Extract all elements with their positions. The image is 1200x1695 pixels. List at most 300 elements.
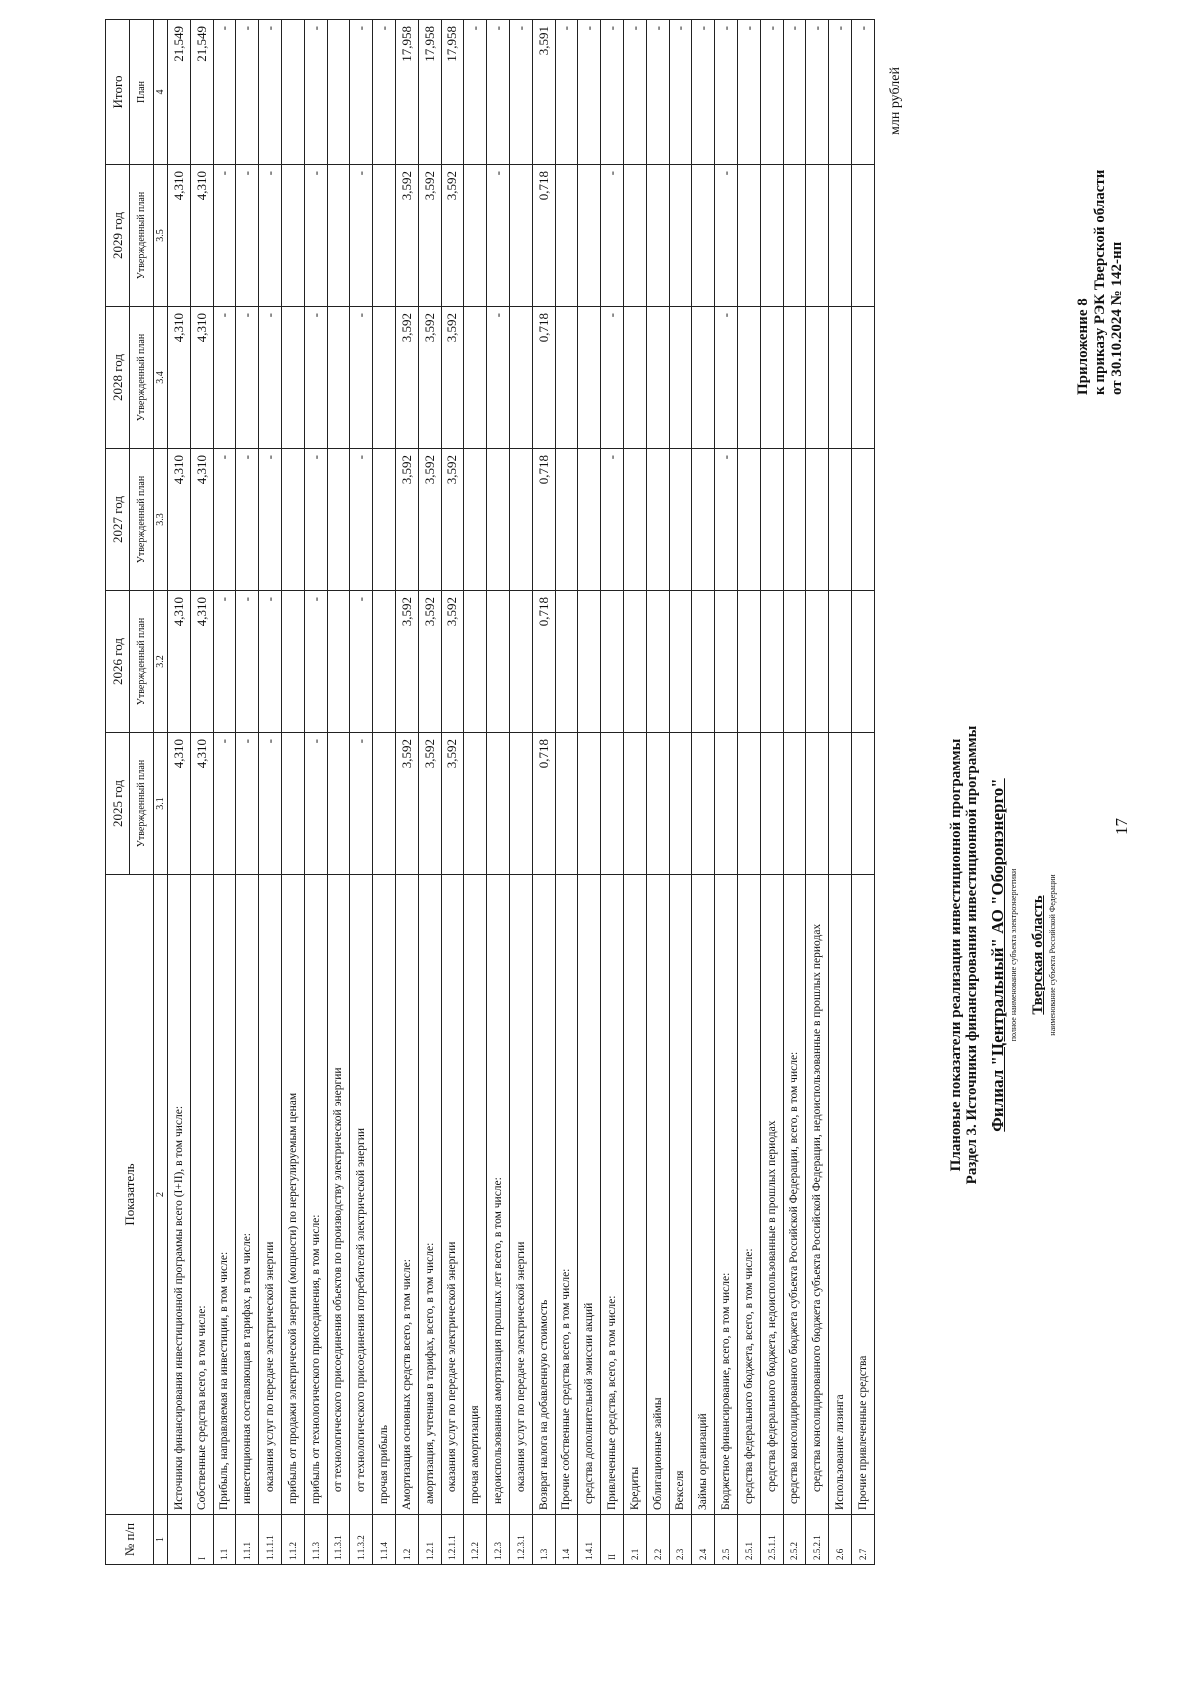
table-row [760,20,783,1565]
cell-value [737,591,760,733]
cell-value [281,449,304,591]
cell-value [623,449,646,591]
row-number: 1.2.2 [464,1515,487,1565]
table-row [737,20,760,1565]
cell-value [578,449,601,591]
cell-value: 3,592 [441,307,464,449]
row-number: II [601,1515,624,1565]
cell-value: 0,718 [532,591,555,733]
row-indicator: оказания услуг по передаче электрической энергии [509,875,532,1515]
cell-value: - [213,591,236,733]
cell-value: 4,310 [168,733,191,875]
row-indicator: Прочие привлеченные средства [851,875,874,1515]
cell-value [373,449,396,591]
cell-value: - [304,449,327,591]
row-indicator: от технологического присоединения потребителей электрической энергии [350,875,373,1515]
row-number: 1.1 [213,1515,236,1565]
row-number: 1.2.3.1 [509,1515,532,1565]
appendix-line-1: Приложение 8 [1075,298,1091,395]
cell-value: 3,592 [441,165,464,307]
cell-value [623,591,646,733]
cell-total: 17,958 [418,20,441,165]
row-number: 2.6 [829,1515,852,1565]
cell-value: - [236,733,259,875]
cell-total: 17,958 [441,20,464,165]
row-indicator: Амортизация основных средств всего, в том числе: [395,875,418,1515]
cell-total: - [851,20,874,165]
row-number: 2.1 [623,1515,646,1565]
cell-total: - [669,20,692,165]
cell-value: - [213,733,236,875]
cell-value [509,307,532,449]
table-row [601,20,624,1565]
cell-value: - [259,733,282,875]
colnum-3-2: 3.2 [154,591,168,733]
title-block [948,455,1057,1455]
cell-value: 4,310 [168,165,191,307]
cell-value [737,733,760,875]
cell-value [509,733,532,875]
row-number: 2.7 [851,1515,874,1565]
table-row [373,20,396,1565]
colnum-3-5: 3.5 [154,165,168,307]
cell-value [669,591,692,733]
row-number: 1.1.3.1 [327,1515,350,1565]
row-number: 2.5.2 [783,1515,806,1565]
cell-value: - [304,591,327,733]
cell-value: - [350,307,373,449]
row-number: 1.1.2 [281,1515,304,1565]
table-row [327,20,350,1565]
cell-total: - [350,20,373,165]
cell-value: - [304,733,327,875]
funding-sources-table [105,20,875,1565]
cell-value [601,733,624,875]
header-indicator: Показатель [106,875,154,1515]
appendix-line-2: к приказу РЭК Тверской области [1092,169,1108,395]
cell-value: - [601,307,624,449]
cell-value [692,307,715,449]
organization-name: Филиал "Центральный" АО "Оборонэнерго" [988,778,1007,1132]
cell-total [281,20,304,165]
cell-total [327,20,350,165]
row-number: I [190,1515,213,1565]
row-indicator: оказания услуг по передаче электрической энергии [441,875,464,1515]
cell-value [327,591,350,733]
cell-value [692,733,715,875]
cell-value [464,733,487,875]
row-number: 2.5.1.1 [760,1515,783,1565]
cell-value: 0,718 [532,307,555,449]
cell-value: 3,592 [395,733,418,875]
cell-value: 4,310 [168,591,191,733]
table-row [213,20,236,1565]
cell-value [509,449,532,591]
cell-value: - [601,165,624,307]
table-row [692,20,715,1565]
cell-value [829,733,852,875]
table-row [623,20,646,1565]
cell-total: - [304,20,327,165]
table-row [395,20,418,1565]
cell-value [783,165,806,307]
cell-value [760,591,783,733]
row-number: 2.5.1 [737,1515,760,1565]
row-indicator: Возврат налога на добавленную стоимость [532,875,555,1515]
table-body [168,20,875,1565]
table-row [236,20,259,1565]
cell-value [669,165,692,307]
cell-value [555,449,578,591]
cell-value: - [236,591,259,733]
table-row [259,20,282,1565]
cell-value [806,307,829,449]
row-indicator: средства федерального бюджета, всего, в том числе: [737,875,760,1515]
row-indicator: Прочие собственные средства всего, в том числе: [555,875,578,1515]
header-approved-2026: Утвержденный план [130,591,154,733]
row-indicator: средства дополнительной эмиссии акций [578,875,601,1515]
cell-value [692,449,715,591]
cell-value [669,449,692,591]
cell-value [555,165,578,307]
cell-value: - [715,449,738,591]
cell-total: - [829,20,852,165]
cell-value [509,165,532,307]
region-name: Тверская область [1030,895,1046,1015]
row-indicator: оказания услуг по передаче электрической энергии [259,875,282,1515]
cell-value [692,591,715,733]
cell-total: - [715,20,738,165]
cell-value [646,591,669,733]
cell-total: - [646,20,669,165]
cell-value: - [213,307,236,449]
header-year-2026: 2026 год [106,591,130,733]
table-row [555,20,578,1565]
cell-value [851,733,874,875]
cell-value [829,591,852,733]
cell-value [737,307,760,449]
row-number: 1.1.1.1 [259,1515,282,1565]
cell-total: - [760,20,783,165]
row-number: 1.2.3 [487,1515,510,1565]
cell-value: 3,592 [395,165,418,307]
cell-value: 3,592 [395,591,418,733]
cell-total: - [783,20,806,165]
cell-value [327,733,350,875]
row-number: 2.3 [669,1515,692,1565]
colnum-1: 1 [154,1515,168,1565]
cell-value: 4,310 [190,591,213,733]
cell-value [464,307,487,449]
cell-value [509,591,532,733]
cell-value [487,591,510,733]
cell-value [373,591,396,733]
row-number: 1.1.1 [236,1515,259,1565]
row-indicator: прибыль от продажи электрической энергии (мощности) по нерегулируемым ценам [281,875,304,1515]
cell-value [646,449,669,591]
cell-value [783,591,806,733]
colnum-2: 2 [154,875,168,1515]
cell-value: 3,592 [418,449,441,591]
cell-value: 3,592 [441,591,464,733]
cell-total: - [464,20,487,165]
cell-total: - [601,20,624,165]
cell-value: 0,718 [532,165,555,307]
cell-value [760,449,783,591]
table-row [646,20,669,1565]
row-indicator: прочая амортизация [464,875,487,1515]
cell-value: 3,592 [418,307,441,449]
row-indicator: Собственные средства всего, в том числе: [190,875,213,1515]
cell-total: - [555,20,578,165]
cell-value [464,591,487,733]
row-number: 1.1.4 [373,1515,396,1565]
cell-value: 3,592 [418,165,441,307]
cell-value [760,307,783,449]
cell-value [464,165,487,307]
cell-value [487,449,510,591]
table-row [715,20,738,1565]
cell-value: 4,310 [190,733,213,875]
header-year-2028: 2028 год [106,307,130,449]
table-row [281,20,304,1565]
table-row [578,20,601,1565]
header-year-2029: 2029 год [106,165,130,307]
header-approved-2025: Утвержденный план [130,733,154,875]
cell-total: 21,549 [190,20,213,165]
cell-value [281,165,304,307]
row-indicator: Привлеченные средства, всего, в том числе: [601,875,624,1515]
cell-value [669,307,692,449]
cell-value [806,733,829,875]
cell-value: 4,310 [168,307,191,449]
row-number: 1.4 [555,1515,578,1565]
row-number: 2.2 [646,1515,669,1565]
row-indicator: Облигационные займы [646,875,669,1515]
cell-value [851,165,874,307]
cell-value: - [715,165,738,307]
row-indicator: средства федерального бюджета, недоиспользованные в прошлых периодах [760,875,783,1515]
row-number: 1.1.3.2 [350,1515,373,1565]
cell-value: 3,592 [395,307,418,449]
cell-value: - [350,449,373,591]
colnum-4: 4 [154,20,168,165]
cell-value: - [715,307,738,449]
table-row [168,20,191,1565]
cell-value: 4,310 [168,449,191,591]
cell-value [373,733,396,875]
header-approved-2029: Утвержденный план [130,165,154,307]
cell-value [281,307,304,449]
row-indicator: инвестиционная составляющая в тарифах, в том числе: [236,875,259,1515]
cell-value [464,449,487,591]
row-number: 1.4.1 [578,1515,601,1565]
cell-value: - [236,307,259,449]
cell-value [851,449,874,591]
row-number: 2.4 [692,1515,715,1565]
cell-value: - [236,165,259,307]
cell-value: - [236,449,259,591]
header-year-2025: 2025 год [106,733,130,875]
cell-value: - [259,591,282,733]
table-row [441,20,464,1565]
row-indicator: средства консолидированного бюджета субъекта Российской Федерации, недоиспользованные в прошлых периодах [806,875,829,1515]
cell-value: - [601,449,624,591]
cell-value [555,733,578,875]
table-row [350,20,373,1565]
cell-value [327,449,350,591]
row-indicator: прочая прибыль [373,875,396,1515]
cell-total: - [737,20,760,165]
cell-total: - [213,20,236,165]
cell-value: 4,310 [190,165,213,307]
cell-value [760,165,783,307]
title-line-2: Раздел 3. Источники финансирования инвестиционной программы [964,725,980,1185]
cell-value: 3,592 [418,733,441,875]
cell-value: - [304,165,327,307]
cell-total: - [692,20,715,165]
cell-value [783,449,806,591]
cell-total: 21,549 [168,20,191,165]
cell-value [829,449,852,591]
appendix-line-3: от 30.10.2024 № 142-нп [1109,241,1125,395]
cell-value: 3,592 [441,449,464,591]
cell-value [646,733,669,875]
row-indicator: Использование лизинга [829,875,852,1515]
row-indicator: прибыль от технологического присоединения, в том числе: [304,875,327,1515]
cell-value [646,165,669,307]
cell-value: - [350,591,373,733]
cell-value: 3,592 [395,449,418,591]
cell-value: - [259,307,282,449]
header-num: № п/п [106,1515,154,1565]
cell-value [578,165,601,307]
cell-value [487,733,510,875]
cell-value [806,165,829,307]
row-indicator: недоиспользованная амортизация прошлых лет всего, в том числе: [487,875,510,1515]
cell-value [806,449,829,591]
header-approved-2028: Утвержденный план [130,307,154,449]
row-indicator: от технологического присоединения объектов по производству электрической энергии [327,875,350,1515]
row-number: 1.2.1 [418,1515,441,1565]
cell-value [715,733,738,875]
unit-label: млн рублей [888,67,903,135]
cell-value [578,733,601,875]
row-number: 1.2 [395,1515,418,1565]
cell-total: 3,591 [532,20,555,165]
cell-value: - [487,165,510,307]
cell-total: - [509,20,532,165]
appendix-header [1075,15,1126,395]
cell-value: 0,718 [532,449,555,591]
region-caption: наименование субъекта Российской Федерации [1048,874,1057,1036]
table-row [304,20,327,1565]
cell-value [851,307,874,449]
table-row [487,20,510,1565]
cell-value: - [487,307,510,449]
cell-value: - [259,449,282,591]
cell-value [555,307,578,449]
table-row [669,20,692,1565]
row-indicator: Источники финансирования инвестиционной программы всего (I+II), в том числе: [168,875,191,1515]
cell-value [829,165,852,307]
table-row [532,20,555,1565]
colnum-3-3: 3.3 [154,449,168,591]
cell-total: - [259,20,282,165]
cell-value [601,591,624,733]
table-row [509,20,532,1565]
header-year-2027: 2027 год [106,449,130,591]
row-number [168,1515,191,1565]
header-plan: План [130,20,154,165]
colnum-3-4: 3.4 [154,307,168,449]
cell-value [851,591,874,733]
cell-value: - [350,733,373,875]
cell-value: - [304,307,327,449]
row-indicator: Векселя [669,875,692,1515]
organization-caption: полное наименование субъекта электроэнергетики [1009,868,1018,1042]
colnum-3-1: 3.1 [154,733,168,875]
cell-value: - [213,449,236,591]
cell-value [327,165,350,307]
cell-total: - [578,20,601,165]
cell-value [737,449,760,591]
cell-value [373,307,396,449]
cell-value [669,733,692,875]
cell-value: 4,310 [190,307,213,449]
cell-value: - [213,165,236,307]
cell-value [555,591,578,733]
table-row [829,20,852,1565]
cell-value [692,165,715,307]
row-indicator: средства консолидированного бюджета субъекта Российской Федерации, всего, в том числе: [783,875,806,1515]
row-number: 2.5 [715,1515,738,1565]
cell-value [737,165,760,307]
cell-value [327,307,350,449]
cell-value: - [259,165,282,307]
cell-value: 0,718 [532,733,555,875]
table-row [190,20,213,1565]
row-indicator: Бюджетное финансирование, всего, в том числе: [715,875,738,1515]
header-approved-2027: Утвержденный план [130,449,154,591]
row-number: 1.3 [532,1515,555,1565]
cell-value [806,591,829,733]
row-number: 1.1.3 [304,1515,327,1565]
cell-value [829,307,852,449]
cell-total: 17,958 [395,20,418,165]
cell-total: - [623,20,646,165]
cell-value [281,591,304,733]
cell-total: - [806,20,829,165]
cell-value [623,165,646,307]
cell-value [623,307,646,449]
table-row [851,20,874,1565]
cell-total: - [487,20,510,165]
page-number: 17 [1112,818,1131,835]
cell-value [373,165,396,307]
table-row [418,20,441,1565]
cell-value [783,307,806,449]
cell-value [760,733,783,875]
cell-value [715,591,738,733]
title-line-1: Плановые показатели реализации инвестиционной программы [948,738,964,1172]
cell-total: - [373,20,396,165]
cell-value: 3,592 [441,733,464,875]
cell-value [646,307,669,449]
row-indicator: Займы организаций [692,875,715,1515]
cell-total: - [236,20,259,165]
header-total: Итого [106,20,130,165]
